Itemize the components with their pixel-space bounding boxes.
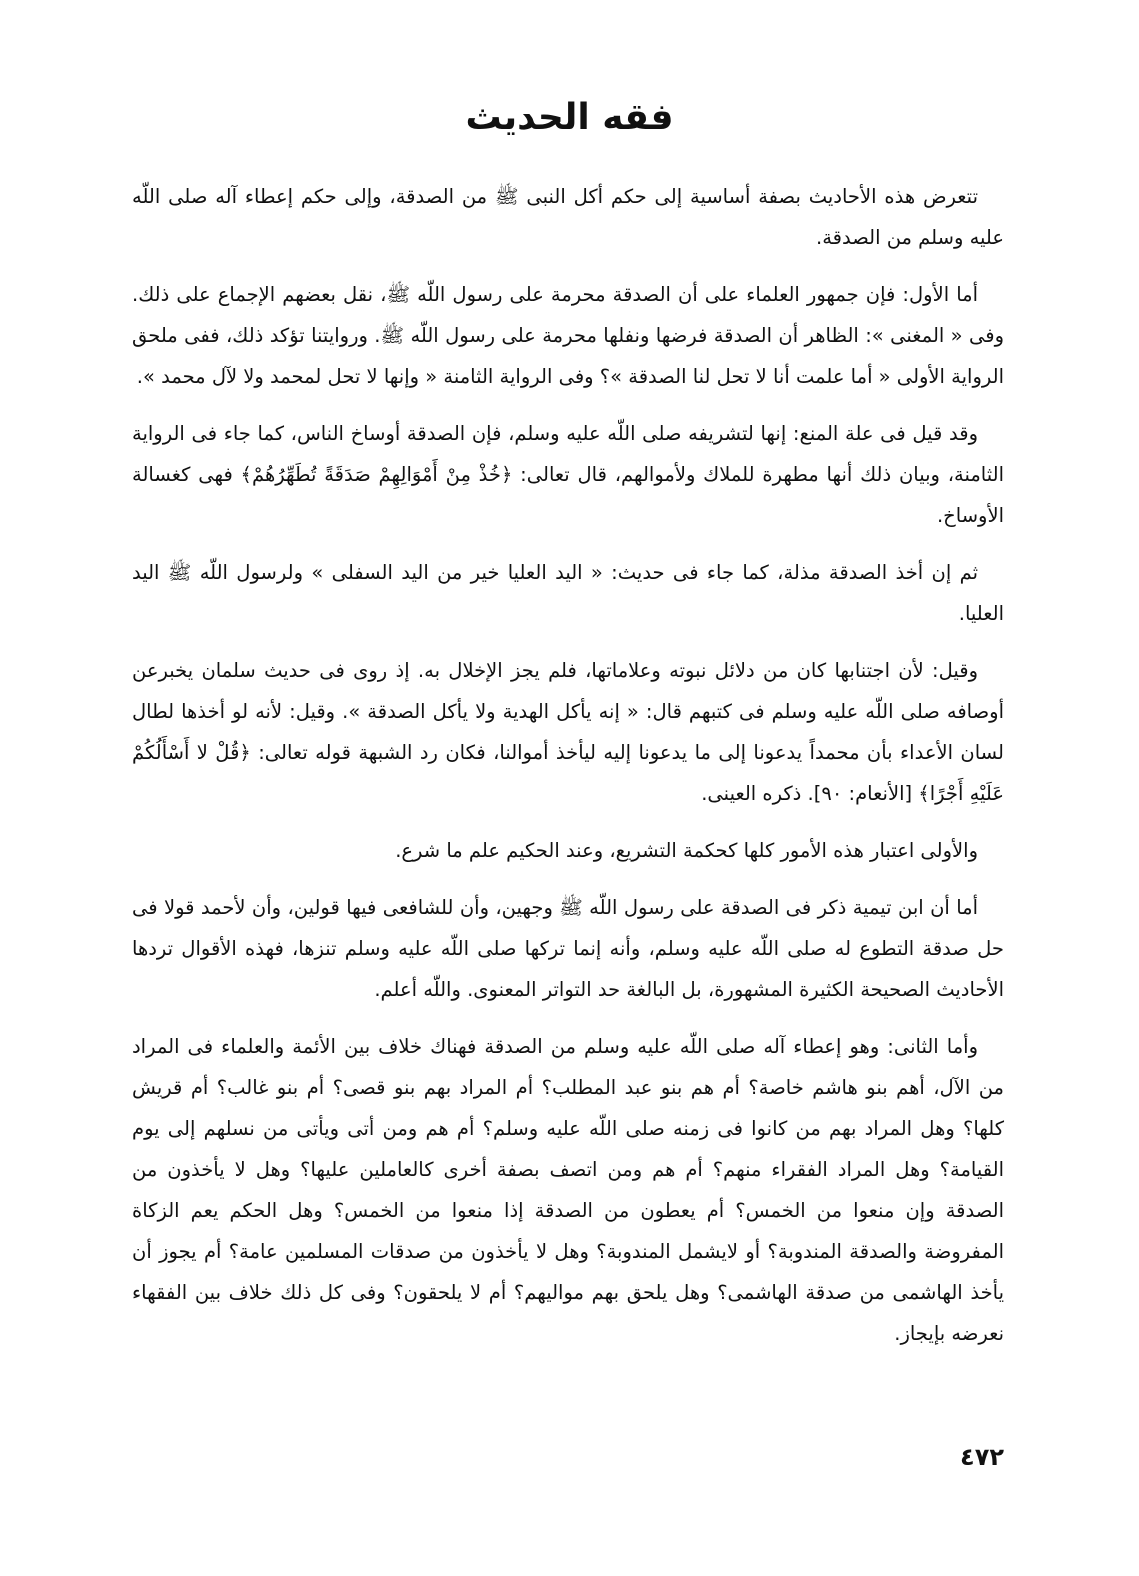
body-text (132, 176, 1004, 1370)
paragraph-5: وقيل: لأن اجتنابها كان من دلائل نبوته وعلاماتها، فلم يجز الإخلال به. إذ روى فى حديث سلمان يخبرعن أوصافه صلى اللّه عليه وسلم فى كتبهم قال: « إنه يأكل الهدية ولا يأكل الصدقة ». وقيل: لأنه لو أخذها لطال لسان الأعداء بأن محمداً يدعونا إلى ما يدعونا إليه ليأخذ أموالنا، فكان رد الشبهة قوله تعالى: ﴿قُلْ لا أَسْأَلُكُمْ عَلَيْهِ أَجْرًا﴾ [الأنعام: ٩٠]. ذكره العينى. (132, 659, 1004, 805)
page-number: ٤٧٢ (960, 1443, 1004, 1471)
paragraph-8: وأما الثانى: وهو إعطاء آله صلى اللّه عليه وسلم من الصدقة فهناك خلاف بين الأئمة والعلماء فى المراد من الآل، أهم بنو هاشم خاصة؟ أم هم بنو عبد المطلب؟ أم المراد بهم بنو قصى؟ أم بنو غالب؟ أم قريش كلها؟ وهل المراد بهم من كانوا فى زمنه صلى اللّه عليه وسلم؟ أم هم ومن أتى ويأتى من نسلهم إلى يوم القيامة؟ وهل المراد الفقراء منهم؟ أم هم ومن اتصف بصفة أخرى كالعاملين عليها؟ وهل لا يأخذون من الصدقة وإن منعوا من الخمس؟ أم يعطون من الصدقة إذا منعوا من الخمس؟ وهل الحكم يعم الزكاة المفروضة والصدقة المندوبة؟ أو لايشمل المندوبة؟ وهل لا يأخذون من صدقات المسلمين عامة؟ أم يجوز أن يأخذ الهاشمى من صدقة الهاشمى؟ وهل يلحق بهم مواليهم؟ أم لا يلحقون؟ وفى كل ذلك خلاف بين الفقهاء نعرضه بإيجاز. (132, 1035, 1004, 1345)
paragraph-1: تتعرض هذه الأحاديث بصفة أساسية إلى حكم أكل النبى ﷺ من الصدقة، وإلى حكم إعطاء آله صلى اللّه عليه وسلم من الصدقة. (132, 185, 1004, 249)
paragraph-4: ثم إن أخذ الصدقة مذلة، كما جاء فى حديث: « اليد العليا خير من اليد السفلى » ولرسول اللّه ﷺ اليد العليا. (132, 561, 1004, 625)
paragraph-3: وقد قيل فى علة المنع: إنها لتشريفه صلى اللّه عليه وسلم، فإن الصدقة أوساخ الناس، كما جاء فى الرواية الثامنة، وبيان ذلك أنها مطهرة للملاك ولأموالهم، قال تعالى: ﴿خُذْ مِنْ أَمْوَالِهِمْ صَدَقَةً تُطَهِّرُهُمْ﴾ فهى كغسالة الأوساخ. (132, 422, 1004, 527)
page-title: فقه الحديث (465, 97, 674, 138)
paragraph-6: والأولى اعتبار هذه الأمور كلها كحكمة التشريع، وعند الحكيم علم ما شرع. (395, 839, 978, 862)
paragraph-2: أما الأول: فإن جمهور العلماء على أن الصدقة محرمة على رسول اللّه ﷺ، نقل بعضهم الإجماع على ذلك. وفى « المغنى »: الظاهر أن الصدقة فرضها ونفلها محرمة على رسول اللّه ﷺ. وروايتنا تؤكد ذلك، ففى ملحق الرواية الأولى « أما علمت أنا لا تحل لنا الصدقة »؟ وفى الرواية الثامنة « وإنها لا تحل لمحمد ولا لآل محمد ». (132, 283, 1004, 388)
paragraph-7: أما أن ابن تيمية ذكر فى الصدقة على رسول اللّه ﷺ وجهين، وأن للشافعى فيها قولين، وأن لأحمد قولا فى حل صدقة التطوع له صلى اللّه عليه وسلم، وأنه إنما تركها صلى اللّه عليه وسلم تنزها، فهذه الأقوال تردها الأحاديث الصحيحة الكثيرة المشهورة، بل البالغة حد التواتر المعنوى. واللّه أعلم. (132, 896, 1004, 1001)
